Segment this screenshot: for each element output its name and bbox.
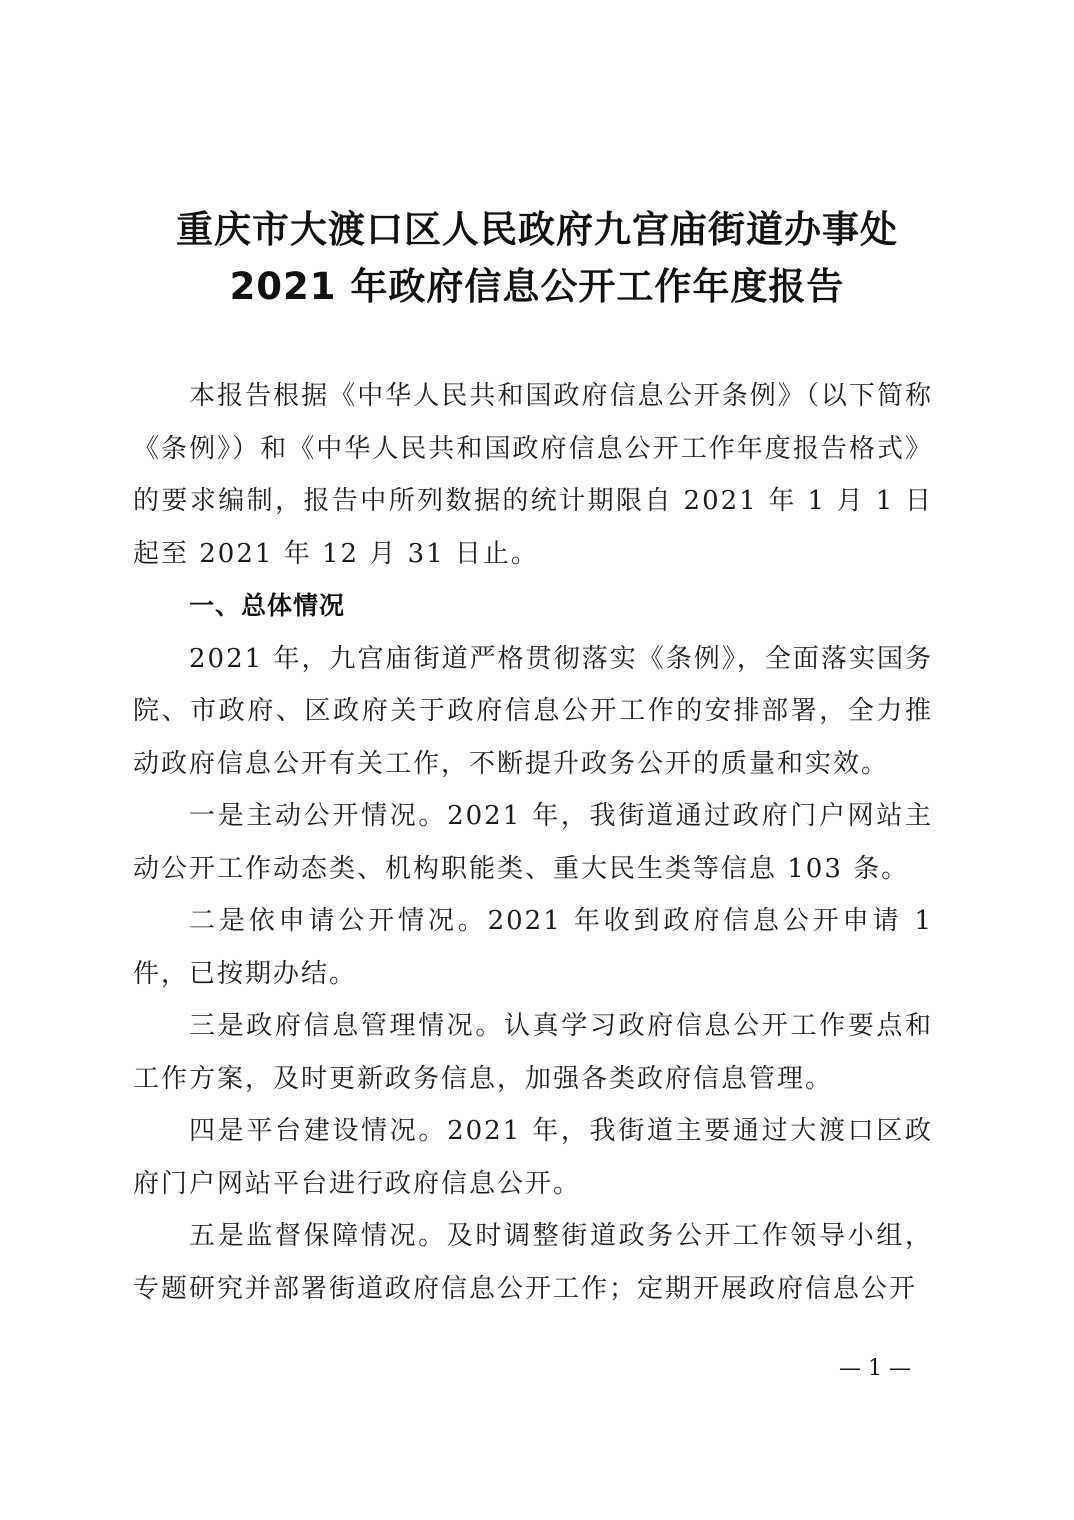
info-management-paragraph: 三是政府信息管理情况。认真学习政府信息公开工作要点和工作方案，及时更新政务信息，加强各类政府信息管理。 (133, 1011, 933, 1094)
intro-paragraph: 本报告根据《中华人民共和国政府信息公开条例》（以下简称《条例》）和《中华人民共和国政府信息公开工作年度报告格式》的要求编制，报告中所列数据的统计期限自 2021 年 1 月 1 日起至 2021 年 12 月 31 日止。 (133, 381, 933, 569)
application-disclosure-paragraph: 二是依申请公开情况。2021 年收到政府信息公开申请 1 件，已按期办结。 (133, 906, 933, 989)
supervision-paragraph: 五是监督保障情况。及时调整街道政务公开工作领导小组，专题研究并部署街道政府信息公开工作；定期开展政府信息公开 (133, 1221, 933, 1304)
proactive-disclosure-paragraph: 一是主动公开情况。2021 年，我街道通过政府门户网站主动公开工作动态类、机构职能类、重大民生类等信息 103 条。 (133, 801, 933, 884)
page-number: — 1 — (839, 1356, 911, 1381)
overview-paragraph: 2021 年，九宫庙街道严格贯彻落实《条例》，全面落实国务院、市政府、区政府关于政府信息公开工作的安排部署，全力推动政府信息公开有关工作，不断提升政务公开的质量和实效。 (133, 643, 933, 779)
report-title-line-2: 2021 年政府信息公开工作年度报告 (229, 265, 845, 308)
report-body (133, 370, 933, 1315)
platform-construction-paragraph: 四是平台建设情况。2021 年，我街道主要通过大渡口区政府门户网站平台进行政府信息公开。 (133, 1116, 933, 1199)
section-heading-overview: 一、总体情况 (189, 591, 346, 620)
report-title-line-1: 重庆市大渡口区人民政府九宫庙街道办事处 (176, 208, 898, 251)
